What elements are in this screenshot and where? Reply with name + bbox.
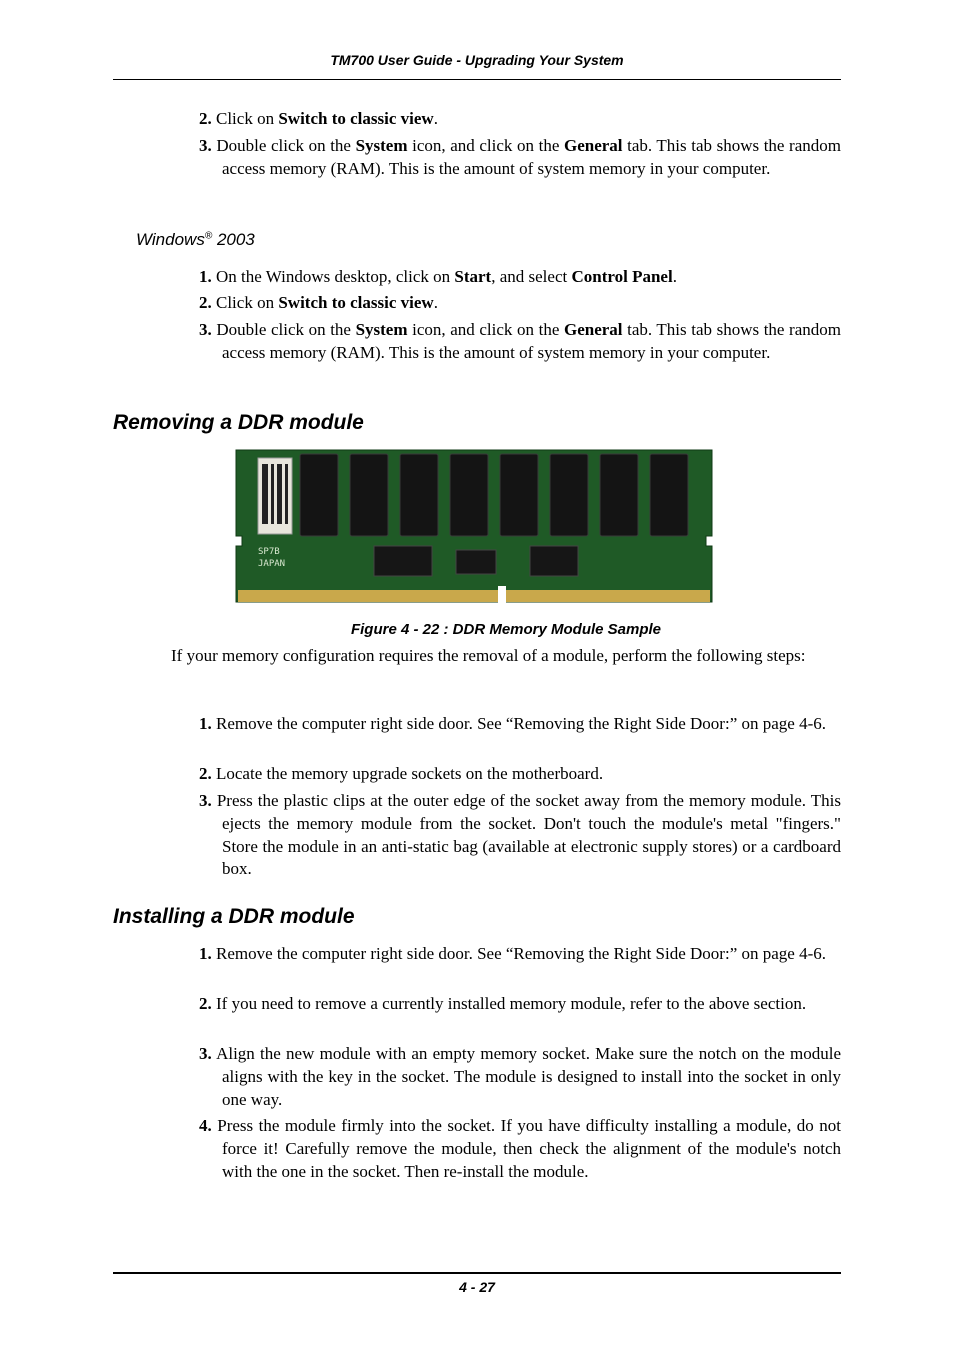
ddr-module-figure xyxy=(234,448,715,606)
removing-step-2: 2. Locate the memory upgrade sockets on the motherboard. xyxy=(199,764,604,783)
windows-step-1: 1. On the Windows desktop, click on Start, and select Control Panel. xyxy=(199,267,677,286)
installing-step-2: 2. If you need to remove a currently installed memory module, refer to the above section. xyxy=(199,994,807,1013)
ddr-module-illustration xyxy=(234,448,715,606)
installing-step-1: 1. Remove the computer right side door. See “Removing the Right Side Door:” on page 4-6. xyxy=(199,944,826,963)
figure-caption: Figure 4 - 22 : DDR Memory Module Sample xyxy=(350,621,662,638)
windows-2003-heading: Windows® 2003 xyxy=(136,230,255,249)
footer-rule xyxy=(113,1272,841,1274)
removing-intro: If your memory configuration requires the removal of a module, perform the following steps: xyxy=(171,646,806,665)
svg-text:SP7B: SP7B xyxy=(258,547,280,557)
svg-text:JAPAN: JAPAN xyxy=(258,559,286,569)
windows-step-2: 2. Click on Switch to classic view. xyxy=(199,293,438,312)
top-step-2: 2. Click on Switch to classic view. xyxy=(199,109,438,128)
windows-step-3: 3. Double click on the System icon, and click on the General tab. This tab shows the random access memory (RAM). This is the amount of system memory in your computer. xyxy=(199,320,841,362)
removing-step-1: 1. Remove the computer right side door. See “Removing the Right Side Door:” on page 4-6. xyxy=(199,714,826,733)
top-step-3: 3. Double click on the System icon, and click on the General tab. This tab shows the random access memory (RAM). This is the amount of system memory in your computer. xyxy=(199,136,841,178)
installing-heading: Installing a DDR module xyxy=(113,905,355,928)
page-number: 4 - 27 xyxy=(459,1279,495,1295)
installing-step-3: 3. Align the new module with an empty memory socket. Make sure the notch on the module aligns with the key in the socket. The module is designed to install into the socket in only one way. xyxy=(199,1044,841,1109)
page-header-title: TM700 User Guide - Upgrading Your System xyxy=(330,52,624,68)
removing-step-3: 3. Press the plastic clips at the outer edge of the socket away from the memory module. This ejects the memory module from the socket. Don't touch the module's metal "fingers." Store the module in an anti-static bag (available at electronic supply stores) or a cardboard box. xyxy=(199,791,841,879)
removing-heading: Removing a DDR module xyxy=(113,411,364,434)
installing-step-4: 4. Press the module firmly into the socket. If you have difficulty installing a module, do not force it! Carefully remove the module, then check the alignment of the module's notch with the one in the socket. Then re-install the module. xyxy=(199,1116,842,1181)
header-rule xyxy=(113,79,841,80)
